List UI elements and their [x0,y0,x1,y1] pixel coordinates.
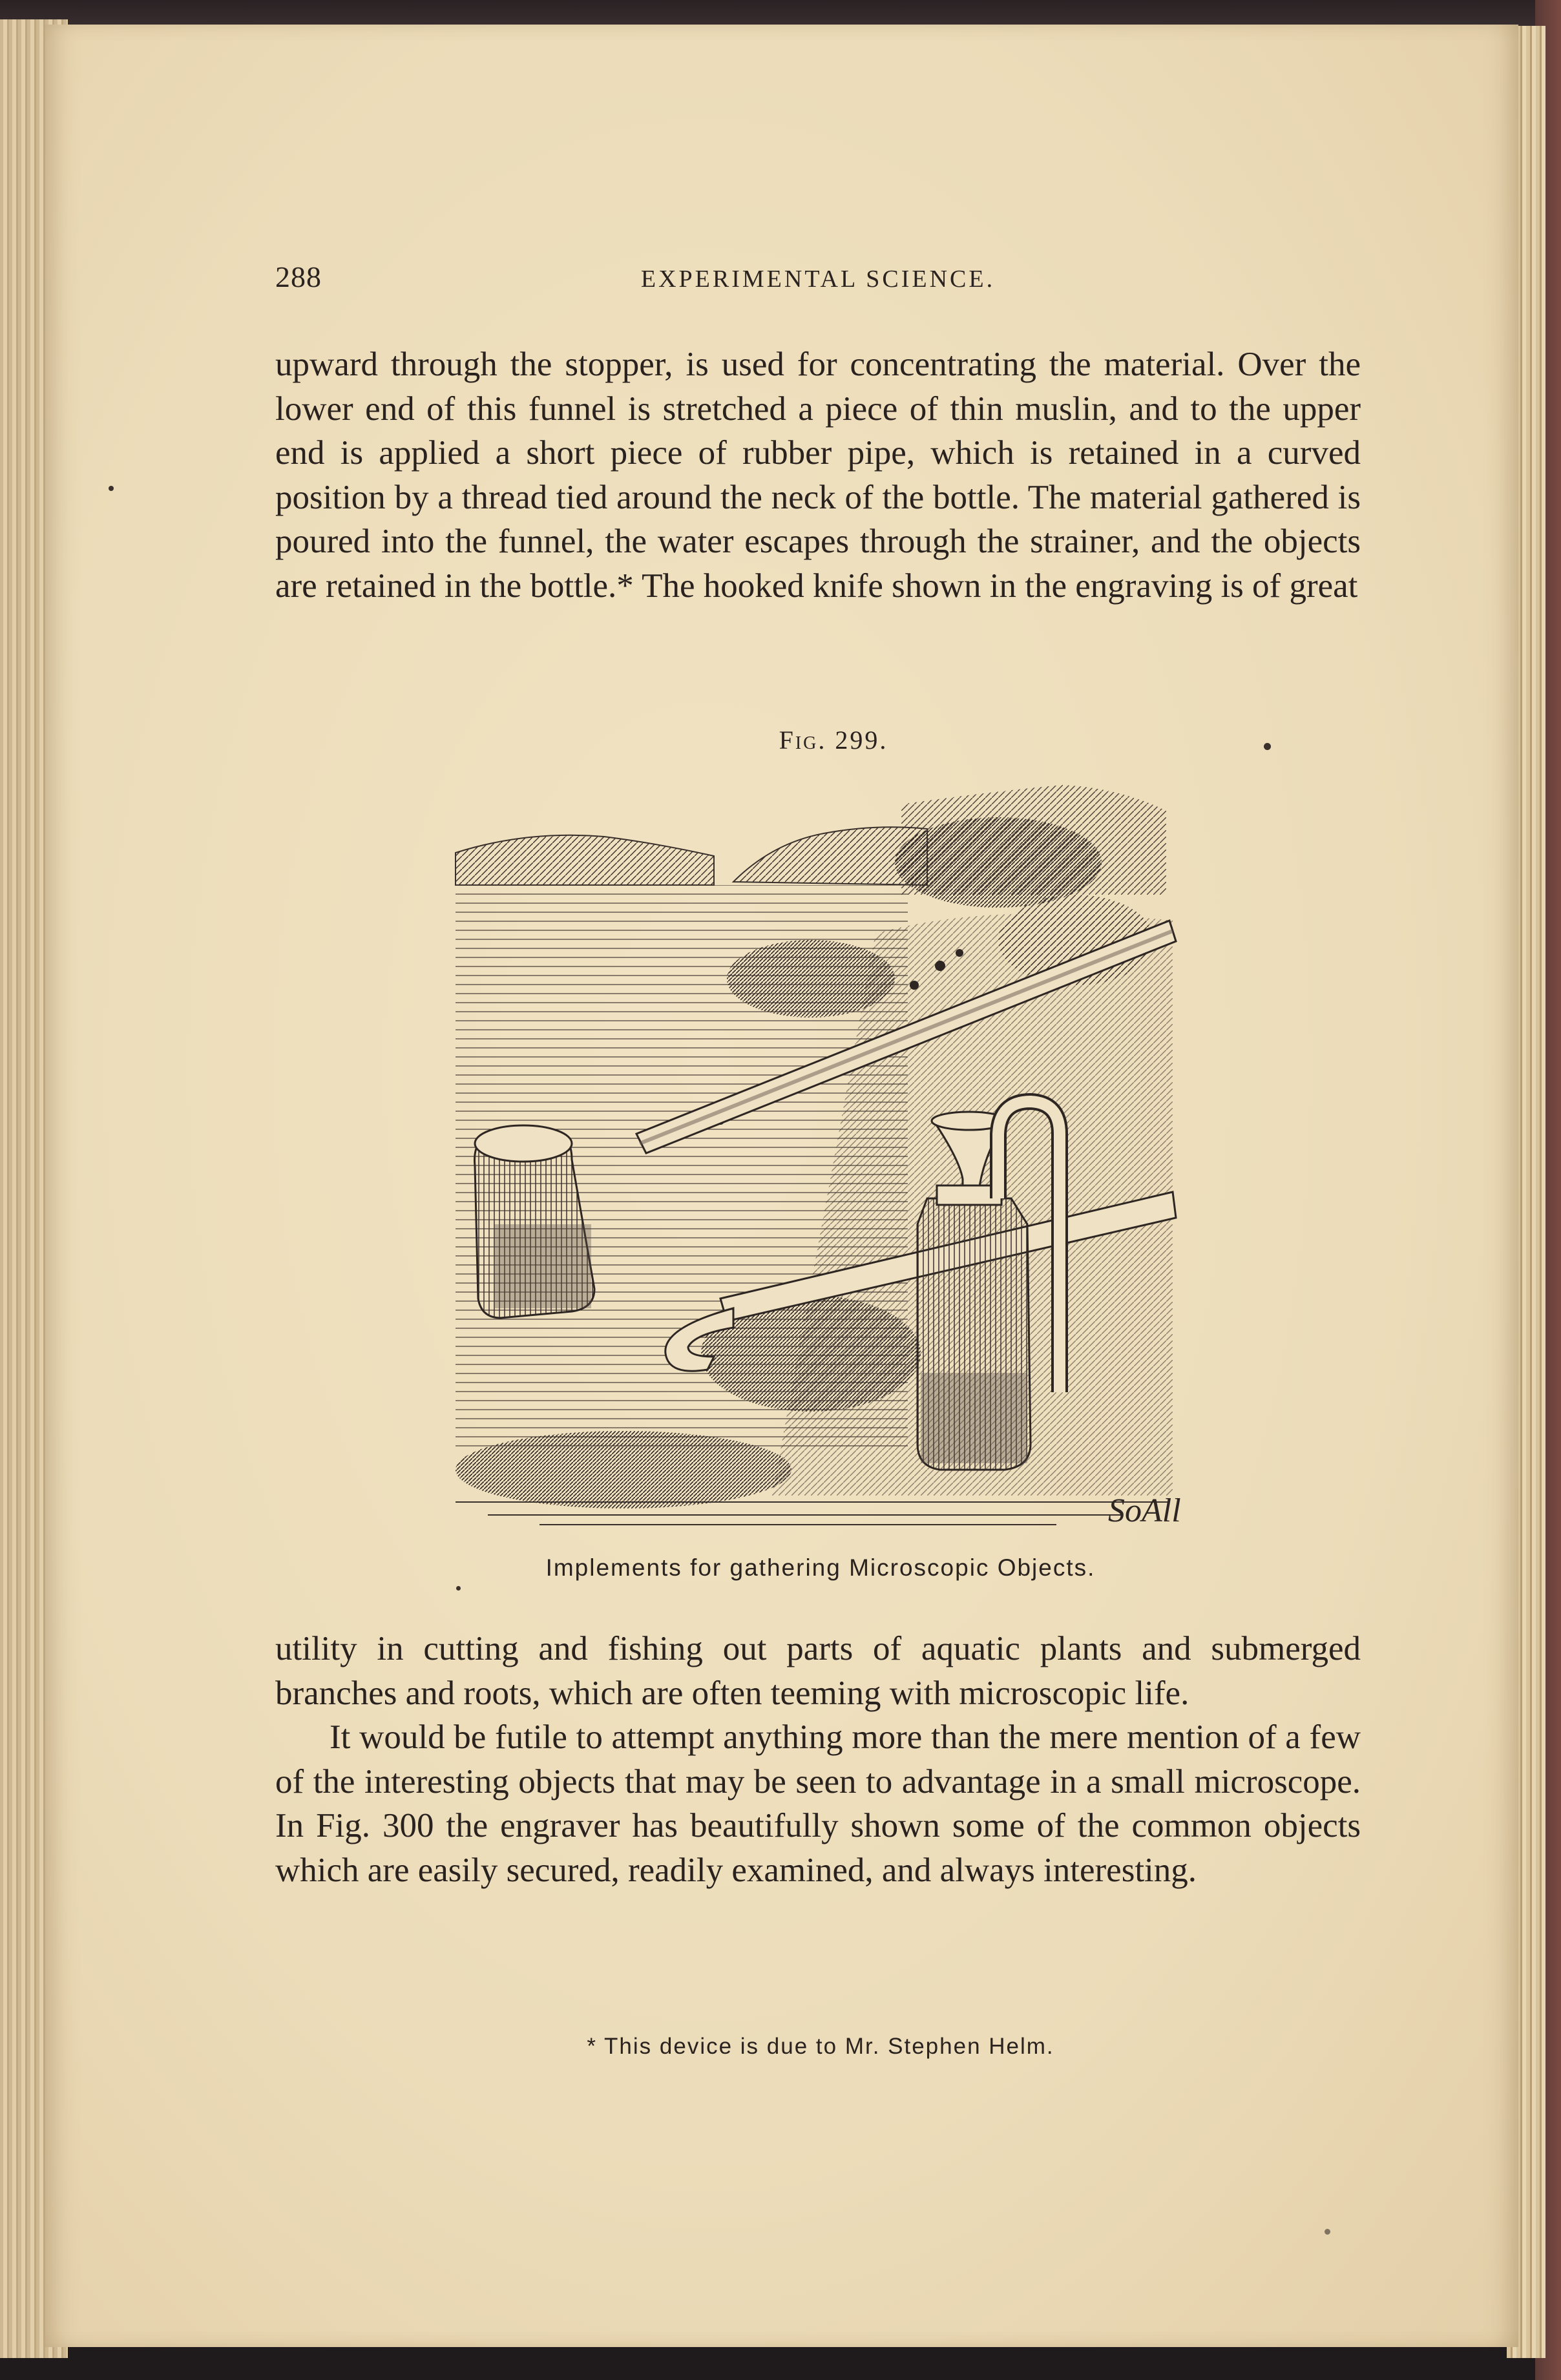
paper-spot [109,486,114,491]
paper-spot [1325,2229,1330,2235]
paragraph-top: upward through the stopper, is used for concentrating the material. Over the lower end of this funnel is stretched a piece of thin muslin, and to the upper end is applied a short piece of rubber pipe, which is retained in a curved position by a thread tied around the neck of the bottle. The material gathered is poured into the funnel, the water escapes through the strainer, and the objects are retained in the bottle.* The hooked knife shown in the engraving is of great [275,346,1361,605]
paper-spot [456,1586,461,1591]
page-header [275,240,1361,298]
figure-engraving [410,772,1231,1538]
paragraph-continue: utility in cutting and fishing out parts of aquatic plants and submerged branches and roots, which are often teeming with microscopic life. [275,1630,1361,1712]
body-text-top [275,342,1361,608]
paper-spot [1264,743,1271,750]
figure-label: Fig. 299. [779,725,888,755]
running-head: EXPERIMENTAL SCIENCE. [640,266,996,293]
page-number: 288 [275,260,322,293]
body-text-bottom [275,1627,1361,1892]
figure-caption: Implements for gathering Microscopic Objects. [545,1554,1096,1581]
footnote: * This device is due to Mr. Stephen Helm. [587,2034,1054,2059]
paragraph-next: It would be futile to attempt anything more than the mere mention of a few of the interesting objects that may be seen to advantage in a small microscope. In Fig. 300 the engraver has beautifully shown some of the common objects which are easily secured, readily examined, and always interesting. [275,1718,1361,1889]
engraver-signature: SoAll [1108,1492,1181,1529]
